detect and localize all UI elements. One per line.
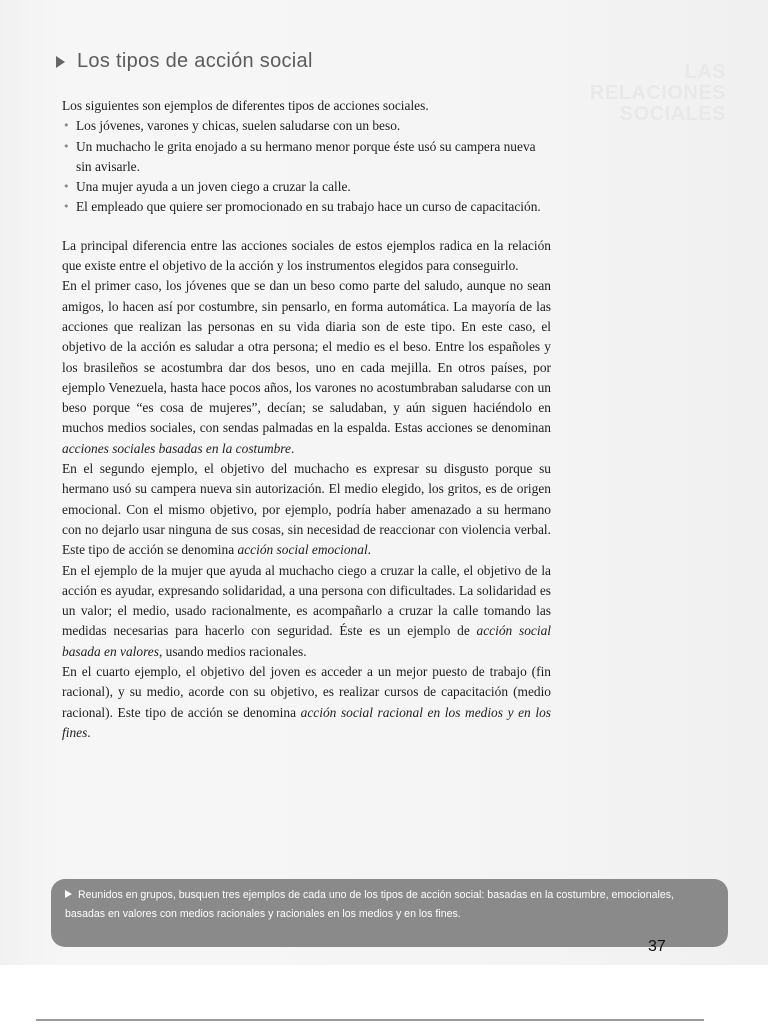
show-through-chapter-title: LAS RELACIONES SOCIALES — [589, 61, 726, 125]
paragraph-2: En el primer caso, los jóvenes que se dan un beso como parte del saludo, aunque no sean amigos, lo hacen así por costumbre, sin pensarlo, en forma automática. La mayoría de las acciones que realizan las personas en su vida diaria son de este tipo. En este caso, el objetivo de la acción es saludar a otra persona; el medio es el beso. Entre los españoles y los brasileños se acostumbra dar dos besos, uno en cada mejilla. En otros países, por ejemplo Venezuela, hasta hace pocos años, los varones no acostumbraban saludarse con un beso porque “es cosa de mujeres”, decían; se saludaban, y aún siguen haciéndolo en muchos medios sociales, con sendas palmadas en la espalda. Estas acciones se denominan acciones sociales basadas en la costumbre. — [62, 278, 551, 456]
activity-text: Reunidos en grupos, busquen tres ejemplos de cada uno de los tipos de acción social: basadas en la costumbre, emocionales, basadas en valores con medios racionales y racionales en los medios y en los fines. — [65, 889, 674, 920]
term-emocional: acción social emocional — [237, 542, 368, 558]
paragraph-4: En el ejemplo de la mujer que ayuda al muchacho ciego a cruzar la calle, el objetivo de la acción es ayudar, expresando solidaridad, a una persona con dificultades. La solidaridad es un valor; el medio, usado racionalmente, es acompañarlo a cruzar la calle tomando las medidas necesarias para hacerlo con seguridad. Éste es un ejemplo de acción social basada en valores, usando medios racionales. — [62, 562, 551, 659]
term-valores: acción social basada en valores — [62, 623, 551, 659]
paragraph-1: La principal diferencia entre las acciones sociales de estos ejemplos radica en la relación que existe entre el objetivo de la acción y los instrumentos elegidos para conseguirlo. — [62, 237, 551, 274]
paragraph-3: En el segundo ejemplo, el objetivo del muchacho es expresar su disgusto porque su hermano usó su campera nueva sin autorización. El medio elegido, los gritos, es de origen emocional. Con el mismo objetivo, por ejemplo, podría haber amenazado a su hermano con no dejarlo usar ninguna de sus cosas, sin necesidad de reaccionar con violencia verbal. Este tipo de acción se denomina acción social emocional. — [62, 461, 551, 558]
section-heading-text: Los tipos de acción social — [77, 50, 313, 72]
examples-list — [62, 116, 551, 217]
play-arrow-icon — [56, 56, 65, 68]
play-arrow-icon — [65, 890, 72, 898]
bottom-rule — [36, 1019, 704, 1021]
activity-box — [51, 879, 728, 947]
page-number: 37 — [648, 938, 666, 955]
term-racional: acción social racional en los medios y en los fines — [62, 704, 551, 740]
paragraph-5: En el cuarto ejemplo, el objetivo del joven es acceder a un mejor puesto de trabajo (fin racional), y su medio, acorde con su objetivo, es realizar cursos de capacitación (medio racional). Este tipo de acción se denomina acción social racional en los medios y en los fines. — [62, 664, 551, 740]
intro-text: Los siguientes son ejemplos de diferentes tipos de acciones sociales. — [62, 98, 429, 113]
list-item: • El empleado que quiere ser promocionado en su trabajo hace un curso de capacitación. — [62, 197, 551, 217]
bullet-icon: • — [63, 119, 70, 133]
bullet-icon: • — [63, 139, 70, 153]
term-costumbre: acciones sociales basadas en la costumbre — [62, 440, 291, 456]
list-item: • Un muchacho le grita enojado a su hermano menor porque éste usó su campera nueva sin avisarle. — [63, 138, 536, 174]
section-heading — [56, 50, 313, 73]
list-item: • Una mujer ayuda a un joven ciego a cruzar la calle. — [62, 177, 551, 197]
list-item: • Los jóvenes, varones y chicas, suelen saludarse con un beso. — [62, 116, 551, 136]
bullet-icon: • — [63, 180, 70, 194]
bullet-icon: • — [63, 200, 70, 214]
body-text — [62, 96, 551, 743]
